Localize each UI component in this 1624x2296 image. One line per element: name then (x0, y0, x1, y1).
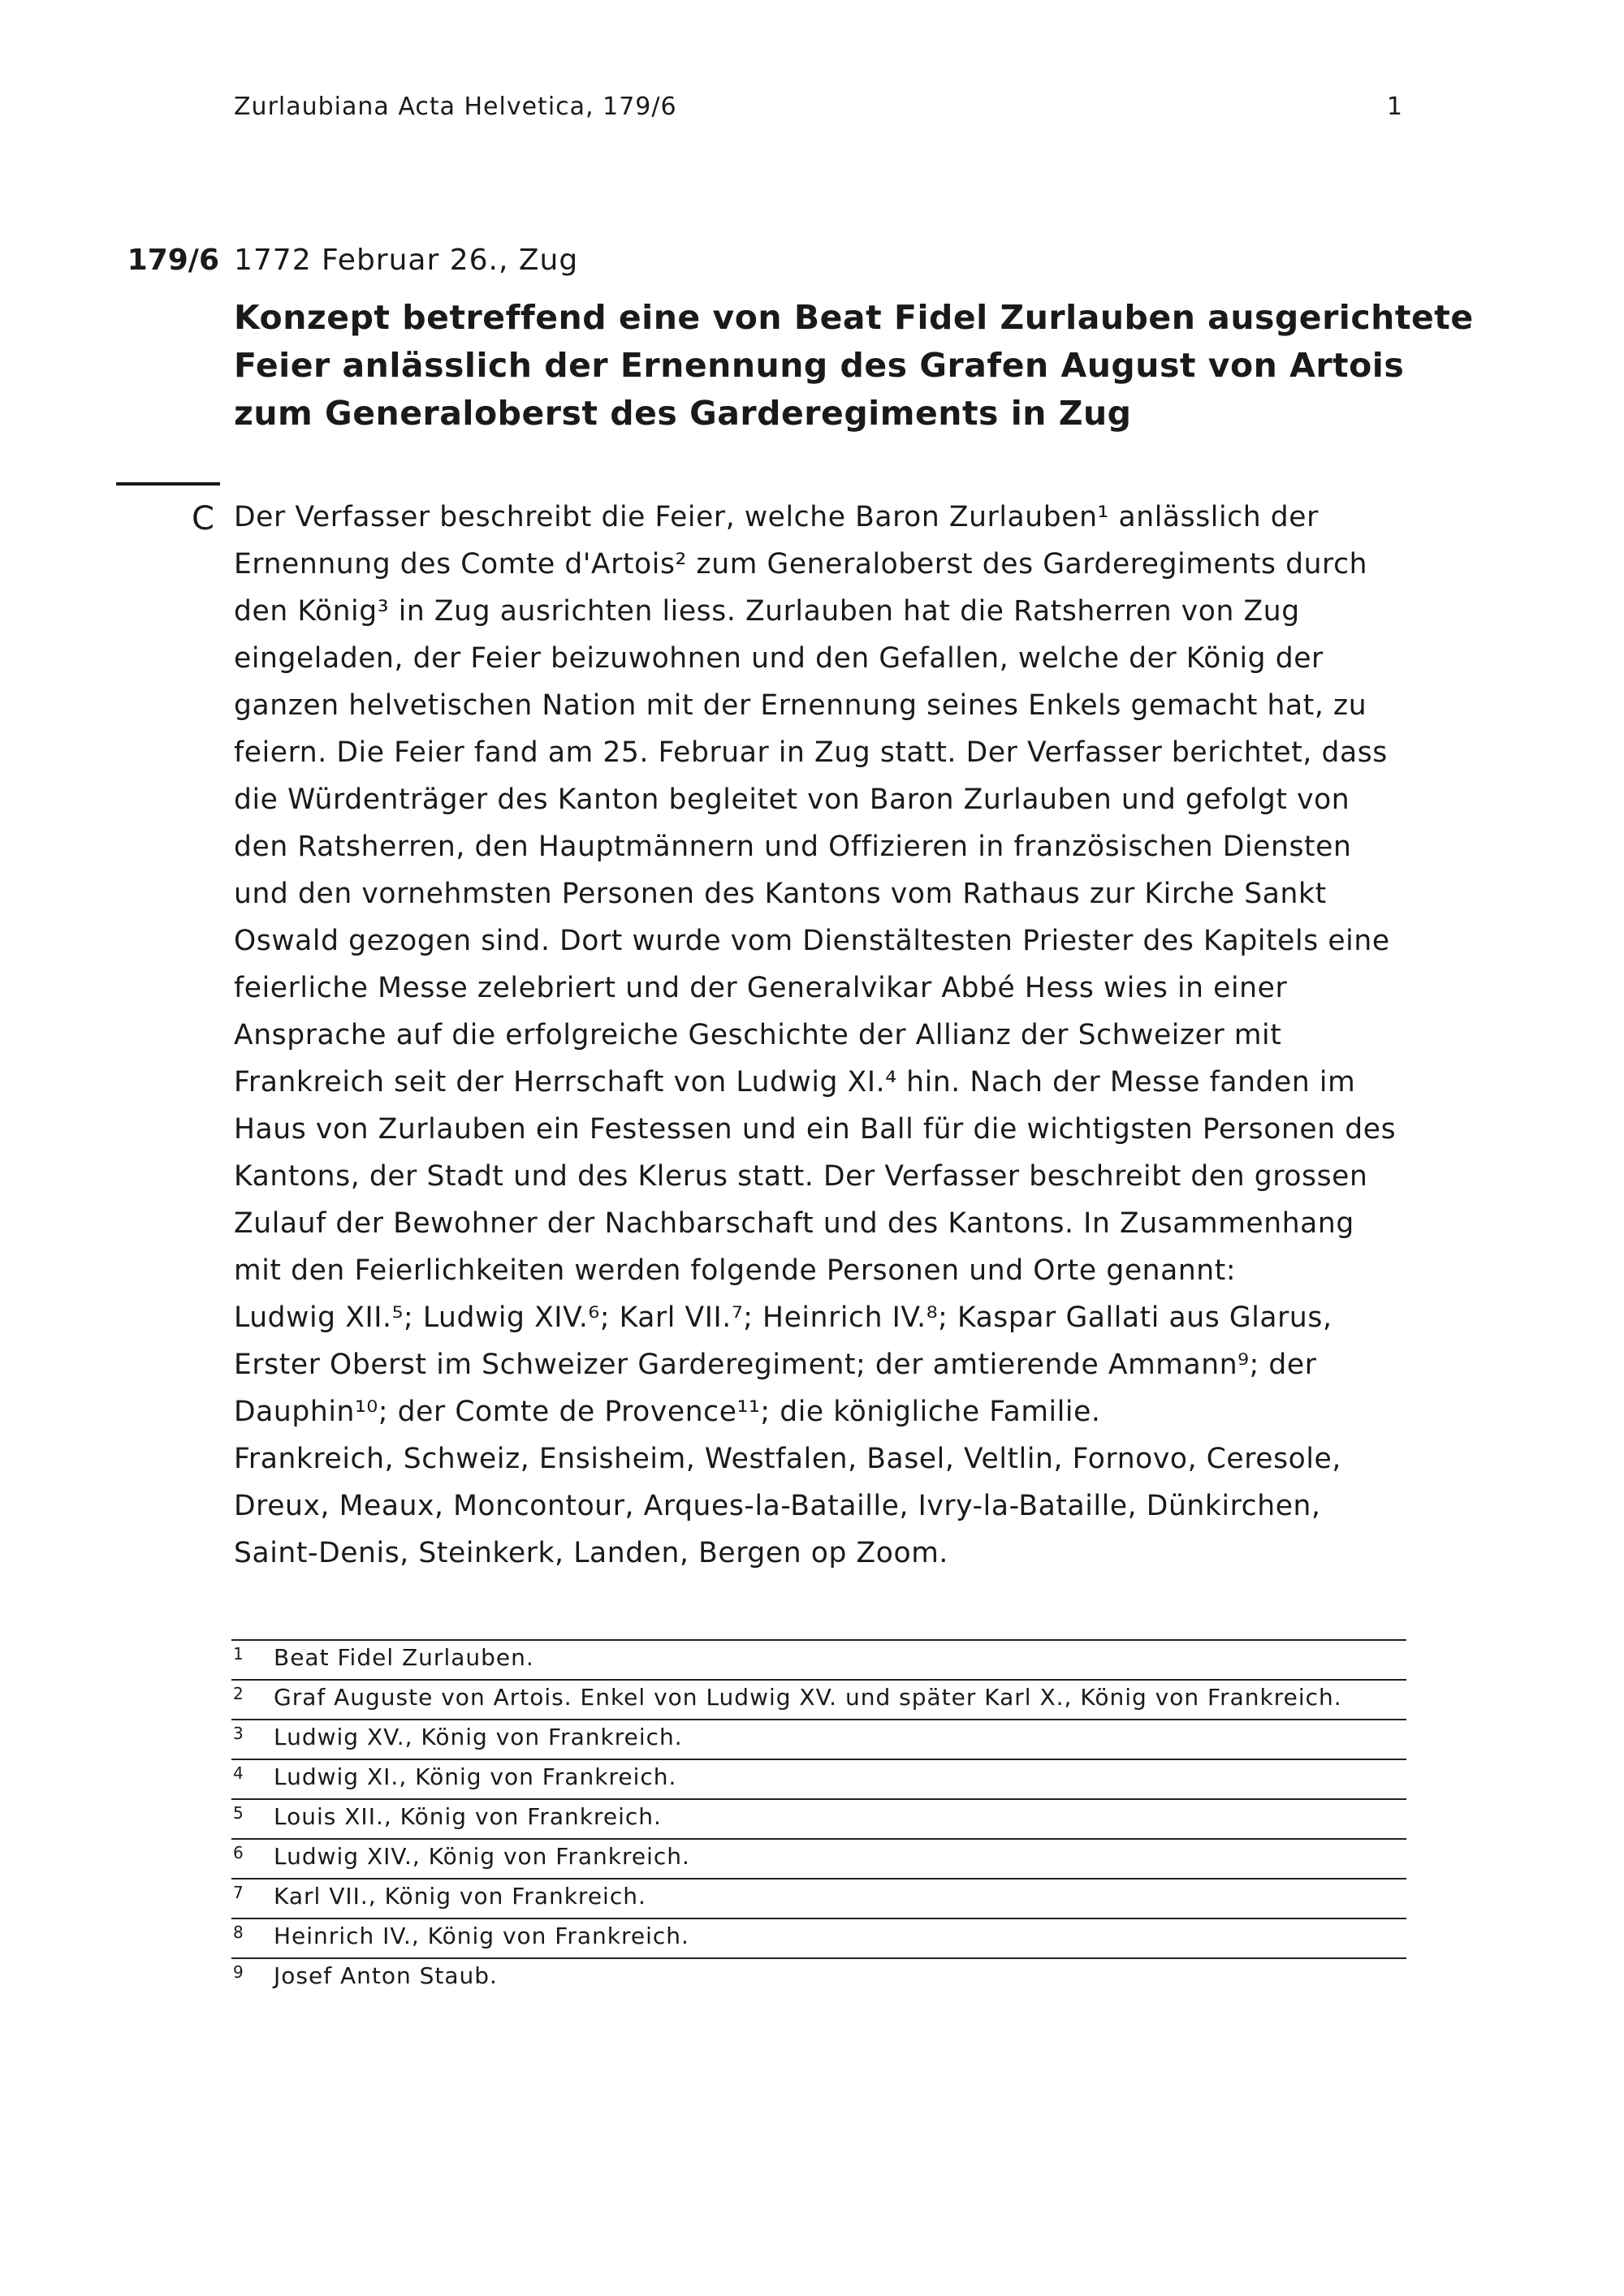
abstract-line: Dauphin¹⁰; der Comte de Provence¹¹; die königliche Familie. (234, 1396, 1101, 1428)
footnote (231, 1798, 1406, 1838)
abstract-line: mit den Feierlichkeiten werden folgende Personen und Orte genannt: (234, 1254, 1237, 1287)
footnote (231, 1639, 1406, 1679)
footnote (231, 1719, 1406, 1759)
footnote-text: Ludwig XI., König von Frankreich. (274, 1763, 677, 1790)
footnote-number: 6 (233, 1843, 244, 1862)
footnote-text: Ludwig XV., König von Frankreich. (274, 1724, 683, 1750)
entry-date: 1772 Februar 26., Zug (234, 244, 579, 277)
abstract-line: Ansprache auf die erfolgreiche Geschichte der Allianz der Schweizer mit (234, 1019, 1282, 1051)
abstract-text (234, 494, 1427, 1577)
footnote (231, 1838, 1406, 1878)
footnote-number: 5 (233, 1803, 244, 1823)
footnote-text: Josef Anton Staub. (274, 1962, 498, 1989)
footnotes (231, 1639, 1406, 1997)
page-number: 1 (1386, 93, 1403, 121)
abstract-line: Oswald gezogen sind. Dort wurde vom Dienstältesten Priester des Kapitels eine (234, 925, 1390, 957)
abstract-line: Frankreich seit der Herrschaft von Ludwig XI.⁴ hin. Nach der Messe fanden im (234, 1066, 1356, 1098)
abstract-line: Zulauf der Bewohner der Nachbarschaft und des Kantons. In Zusammenhang (234, 1207, 1354, 1240)
footnote-text: Ludwig XIV., König von Frankreich. (274, 1843, 690, 1870)
abstract-line: Ernennung des Comte d'Artois² zum Generaloberst des Garderegiments durch (234, 548, 1368, 580)
footnote (231, 1918, 1406, 1957)
section-divider (116, 482, 220, 486)
abstract-line: Frankreich, Schweiz, Ensisheim, Westfalen, Basel, Veltlin, Fornovo, Ceresole, (234, 1443, 1341, 1475)
running-title: Zurlaubiana Acta Helvetica, 179/6 (234, 93, 677, 121)
footnote-text: Graf Auguste von Artois. Enkel von Ludwig XV. und später Karl X., König von Frankreich. (274, 1684, 1342, 1711)
footnote-number: 4 (233, 1763, 244, 1783)
abstract-line: eingeladen, der Feier beizuwohnen und den Gefallen, welche der König der (234, 642, 1324, 675)
footnote-number: 8 (233, 1923, 244, 1942)
title-line: Konzept betreffend eine von Beat Fidel Zurlauben ausgerichtete (234, 298, 1474, 337)
abstract-line: Kantons, der Stadt und des Klerus statt. Der Verfasser beschreibt den grossen (234, 1160, 1368, 1193)
entry-number: 179/6 (127, 244, 219, 277)
abstract-line: Saint-Denis, Steinkerk, Landen, Bergen op Zoom. (234, 1537, 948, 1569)
footnote-number: 3 (233, 1724, 244, 1743)
margin-marker: C (192, 500, 214, 537)
abstract-line: den König³ in Zug ausrichten liess. Zurlauben hat die Ratsherren von Zug (234, 595, 1300, 628)
footnote-text: Karl VII., König von Frankreich. (274, 1883, 646, 1910)
abstract-line: feierliche Messe zelebriert und der Generalvikar Abbé Hess wies in einer (234, 972, 1288, 1004)
footnote (231, 1759, 1406, 1798)
footnote-number: 7 (233, 1883, 244, 1902)
footnote-text: Beat Fidel Zurlauben. (274, 1644, 534, 1671)
abstract-line: ganzen helvetischen Nation mit der Ernennung seines Enkels gemacht hat, zu (234, 689, 1367, 722)
abstract-line: Erster Oberst im Schweizer Garderegiment; der amtierende Ammann⁹; der (234, 1349, 1317, 1381)
footnote (231, 1878, 1406, 1918)
abstract-line: Der Verfasser beschreibt die Feier, welche Baron Zurlauben¹ anlässlich der (234, 501, 1319, 533)
entry-title (234, 294, 1474, 438)
title-line: zum Generaloberst des Garderegiments in Zug (234, 394, 1132, 433)
abstract-line: Haus von Zurlauben ein Festessen und ein Ball für die wichtigsten Personen des (234, 1113, 1397, 1146)
abstract-line: Ludwig XII.⁵; Ludwig XIV.⁶; Karl VII.⁷; Heinrich IV.⁸; Kaspar Gallati aus Glarus, (234, 1301, 1332, 1334)
footnote (231, 1957, 1406, 1997)
footnote-number: 2 (233, 1684, 244, 1703)
footnote-text: Louis XII., König von Frankreich. (274, 1803, 662, 1830)
footnote-number: 1 (233, 1644, 244, 1664)
abstract-line: die Würdenträger des Kanton begleitet von Baron Zurlauben und gefolgt von (234, 783, 1350, 816)
abstract-line: feiern. Die Feier fand am 25. Februar in Zug statt. Der Verfasser berichtet, dass (234, 736, 1388, 769)
running-header (234, 93, 1403, 121)
footnote-number: 9 (233, 1962, 244, 1982)
footnote (231, 1679, 1406, 1719)
footnote-text: Heinrich IV., König von Frankreich. (274, 1923, 689, 1949)
title-line: Feier anlässlich der Ernennung des Grafen August von Artois (234, 346, 1405, 385)
abstract-line: den Ratsherren, den Hauptmännern und Offizieren in französischen Diensten (234, 831, 1352, 863)
abstract-line: Dreux, Meaux, Moncontour, Arques-la-Bataille, Ivry-la-Bataille, Dünkirchen, (234, 1490, 1321, 1522)
abstract-line: und den vornehmsten Personen des Kantons vom Rathaus zur Kirche Sankt (234, 878, 1327, 910)
